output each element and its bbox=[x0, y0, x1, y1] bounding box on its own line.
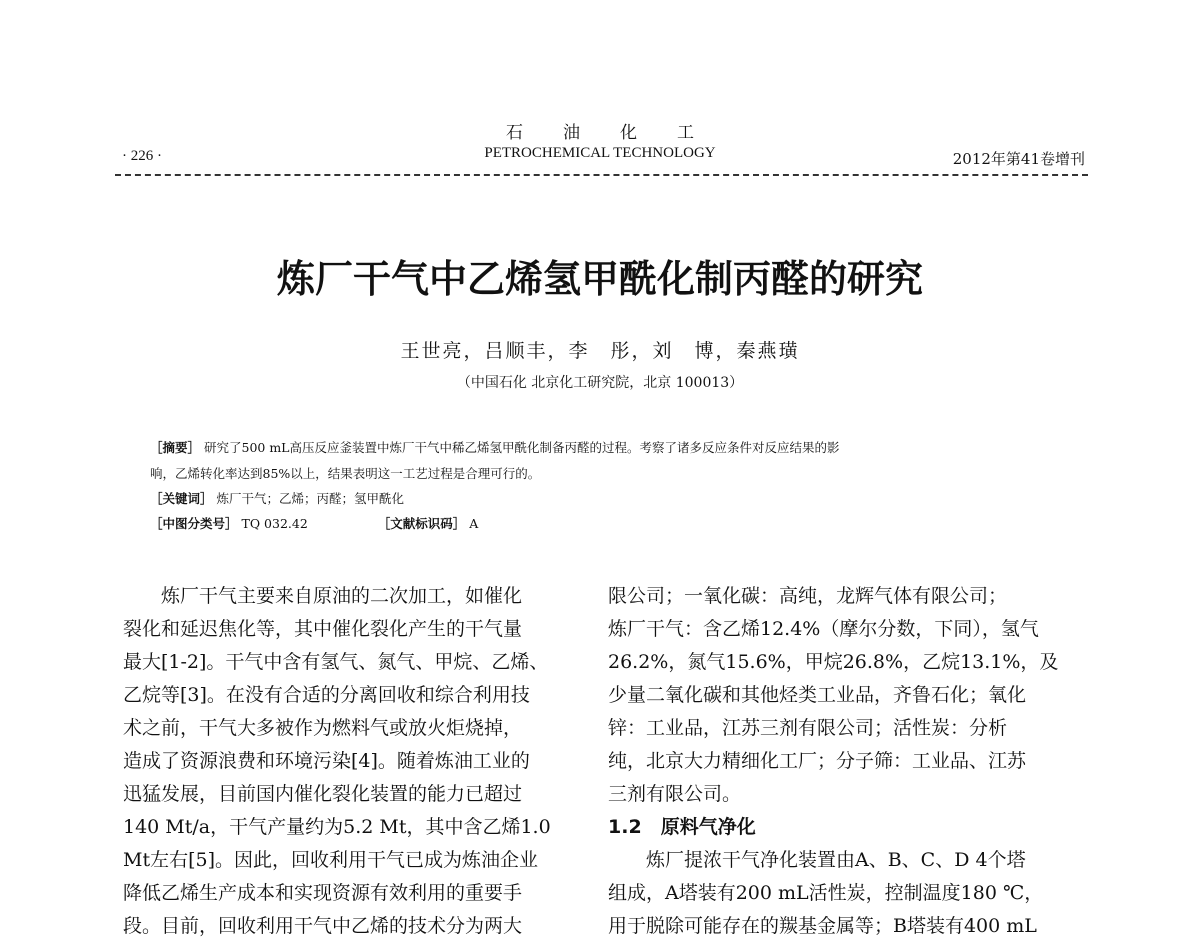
abstract-line bbox=[150, 464, 540, 482]
body-text-line: 炼厂干气主要来自原油的二次加工，如催化 bbox=[123, 585, 523, 607]
right-column bbox=[608, 580, 1088, 943]
doc-code-label: ［文献标识码］ bbox=[377, 516, 466, 531]
abstract-text: 研究了500 mL高压反应釜装置中炼厂干气中稀乙烯氢甲酰化制备丙醛的过程。考察了诸多反应条件对反应结果的影 bbox=[204, 440, 840, 455]
keywords-text: 炼厂干气；乙烯；丙醛；氢甲酰化 bbox=[216, 491, 405, 506]
body-text-line: 限公司；一氧化碳：高纯，龙辉气体有限公司； bbox=[608, 585, 1008, 607]
paper-title: 炼厂干气中乙烯氢甲酰化制丙醛的研究 bbox=[276, 257, 923, 301]
keywords-label: ［关键词］ bbox=[150, 491, 213, 506]
body-text-line: 26.2%，氮气15.6%，甲烷26.8%，乙烷13.1%，及 bbox=[608, 651, 1059, 673]
authors: 王世亮，吕顺丰，李 彤，刘 博，秦燕璜 bbox=[400, 340, 800, 362]
body-text-line: 术之前，干气大多被作为燃料气或放火炬烧掉， bbox=[123, 717, 523, 739]
abstract-text: 响，乙烯转化率达到85%以上，结果表明这一工艺过程是合理可行的。 bbox=[150, 466, 541, 481]
clc-text: TQ 032.42 bbox=[241, 516, 308, 531]
body-text-line: 140 Mt/a，干气产量约为5.2 Mt，其中含乙烯1.0 bbox=[123, 816, 551, 838]
abstract-line bbox=[150, 438, 840, 456]
body-text-line: 炼厂提浓干气净化装置由A、B、C、D 4个塔 bbox=[608, 849, 1026, 871]
abstract-label: ［摘要］ bbox=[150, 440, 201, 455]
body-text-line: 纯，北京大力精细化工厂；分子筛：工业品、江苏 bbox=[608, 750, 1027, 772]
body-text-line: 降低乙烯生产成本和实现资源有效利用的重要手 bbox=[123, 882, 523, 904]
affiliation: （中国石化 北京化工研究院，北京 100013） bbox=[456, 375, 744, 391]
journal-name-cn: 石油化工 bbox=[506, 123, 734, 143]
body-text-line: 迅猛发展，目前国内催化裂化装置的能力已超过 bbox=[123, 783, 523, 805]
body-text-line: 段。目前，回收利用干气中乙烯的技术分为两大 bbox=[123, 915, 523, 937]
left-column bbox=[123, 580, 578, 943]
body-text-line: Mt左右[5]。因此，回收利用干气已成为炼油企业 bbox=[123, 849, 539, 871]
body-text-line: 乙烷等[3]。在没有合适的分离回收和综合利用技 bbox=[123, 684, 530, 706]
body-text-line: 三剂有限公司。 bbox=[608, 783, 742, 805]
body-text-line: 裂化和延迟焦化等，其中催化裂化产生的干气量 bbox=[123, 618, 523, 640]
section-heading: 1.2 原料气净化 bbox=[608, 816, 756, 838]
body-text-line: 炼厂干气：含乙烯12.4%（摩尔分数，下同），氢气 bbox=[608, 618, 1039, 640]
volume-info: 2012年第41卷增刊 bbox=[952, 150, 1085, 168]
body-text-line: 组成，A塔装有200 mL活性炭，控制温度180 ℃， bbox=[608, 882, 1044, 904]
keywords bbox=[150, 489, 404, 507]
body-text-line: 最大[1-2]。干气中含有氢气、氮气、甲烷、乙烯、 bbox=[123, 651, 549, 673]
journal-name-en: PETROCHEMICAL TECHNOLOGY bbox=[484, 145, 716, 161]
clc-label: ［中图分类号］ bbox=[150, 516, 238, 531]
body-text-line: 少量二氧化碳和其他烃类工业品，齐鲁石化；氧化 bbox=[608, 684, 1027, 706]
body-text-line: 造成了资源浪费和环境污染[4]。随着炼油工业的 bbox=[123, 750, 530, 772]
doc-code-text: A bbox=[469, 516, 479, 531]
page-number: · 226 · bbox=[122, 148, 162, 164]
classification bbox=[150, 514, 478, 532]
header-rule bbox=[115, 174, 1088, 176]
body-text-line: 锌：工业品，江苏三剂有限公司；活性炭：分析 bbox=[608, 717, 1008, 739]
body-text-line: 用于脱除可能存在的羰基金属等；B塔装有400 mL bbox=[608, 915, 1037, 937]
